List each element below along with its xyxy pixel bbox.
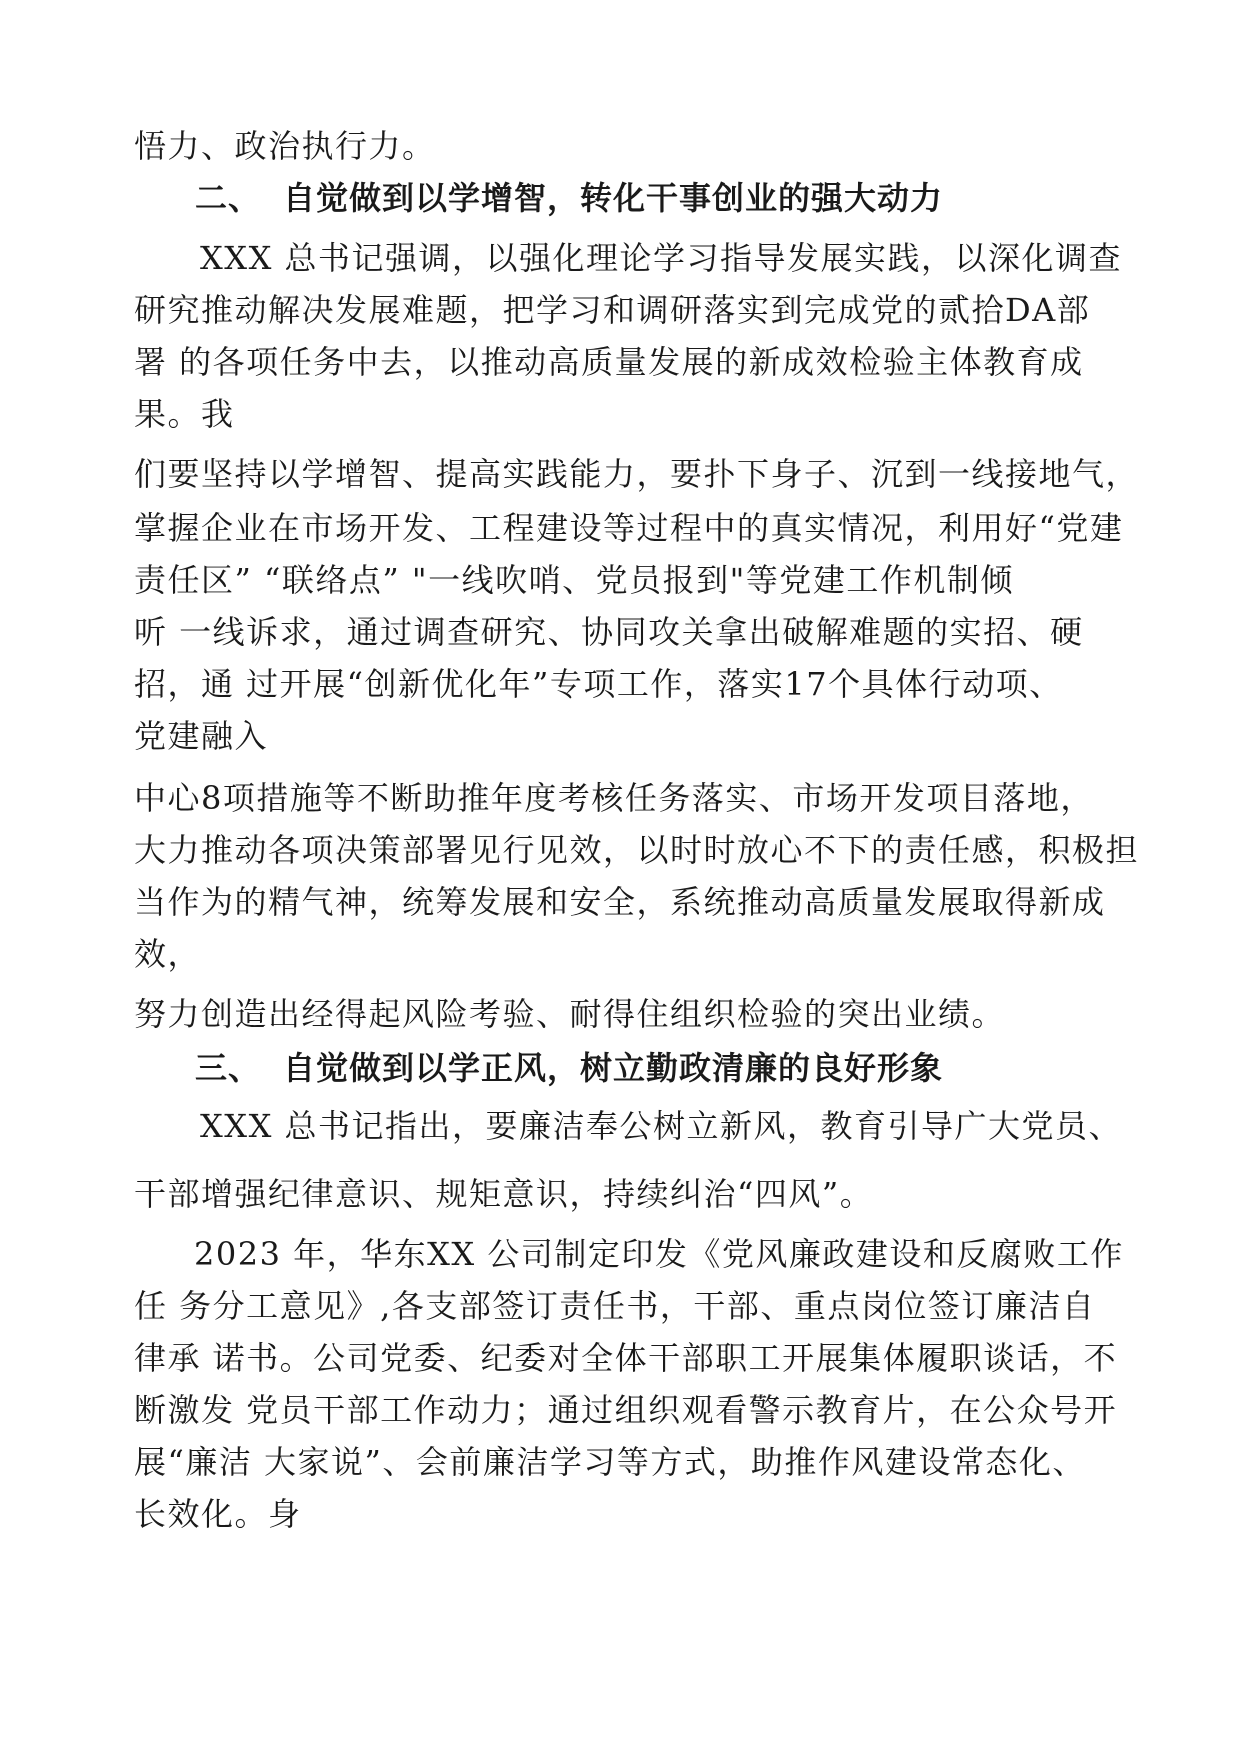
text-line: 律承 诺书。公司党委、纪委对全体干部职工开展集体履职谈话，不 <box>134 1339 1118 1377</box>
text-line: 党建融入 <box>134 717 269 755</box>
text-line: 责任区” “联络点” "一线吹哨、党员报到"等党建工作机制倾 <box>134 561 1014 599</box>
text-line: XXX 总书记指出，要廉洁奉公树立新风，教育引导广大党员、 <box>200 1107 1123 1145</box>
text-line: 2023 年，华东XX 公司制定印发《党风廉政建设和反腐败工作 <box>194 1235 1124 1273</box>
text-line: 效， <box>134 935 202 973</box>
text-line: 听 一线诉求，通过调查研究、协同攻关拿出破解难题的实招、硬 <box>134 613 1084 651</box>
text-line: 们要坚持以学增智、提高实践能力，要扑下身子、沉到一线接地气， <box>134 455 1140 493</box>
heading-title: 自觉做到以学增智，转化干事创业的强大动力 <box>283 179 944 217</box>
section-heading-2 <box>195 178 1095 218</box>
text-line: 研究推动解决发展难题，把学习和调研落实到完成党的贰拾DA部 <box>134 291 1091 329</box>
text-line: 悟力、政治执行力。 <box>134 127 436 165</box>
heading-number: 二、 <box>195 179 262 217</box>
text-line: 任 务分工意见》,各支部签订责任书，干部、重点岗位签订廉洁自 <box>134 1287 1096 1325</box>
text-line: 果。我 <box>134 395 235 433</box>
heading-title: 自觉做到以学正风，树立勤政清廉的良好形象 <box>283 1049 944 1087</box>
text-line: 掌握企业在市场开发、工程建设等过程中的真实情况，利用好“党建 <box>134 509 1124 547</box>
text-line: 大力推动各项决策部署见行见效，以时时放心不下的责任感，积极担 <box>134 831 1140 869</box>
text-line: 招，通 过开展“创新优化年”专项工作，落实17个具体行动项、 <box>134 665 1063 703</box>
text-line: 展“廉洁 大家说”、会前廉洁学习等方式，助推作风建设常态化、 <box>134 1443 1086 1481</box>
text-line: 长效化。身 <box>134 1495 302 1533</box>
text-line: XXX 总书记强调，以强化理论学习指导发展实践，以深化调查 <box>200 239 1123 277</box>
text-line: 当作为的精气神，统筹发展和安全，系统推动高质量发展取得新成 <box>134 883 1106 921</box>
heading-number: 三、 <box>195 1049 262 1087</box>
text-line: 中心8项措施等不断助推年度考核任务落实、市场开发项目落地， <box>134 779 1094 817</box>
text-line: 干部增强纪律意识、规矩意识，持续纠治“四风”。 <box>134 1175 874 1213</box>
text-line: 断激发 党员干部工作动力；通过组织观看警示教育片，在公众号开 <box>134 1391 1118 1429</box>
text-line: 努力创造出经得起风险考验、耐得住组织检验的突出业绩。 <box>134 995 1006 1033</box>
section-heading-3 <box>195 1048 1095 1088</box>
text-line: 署 的各项任务中去，以推动高质量发展的新成效检验主体教育成 <box>134 343 1084 381</box>
